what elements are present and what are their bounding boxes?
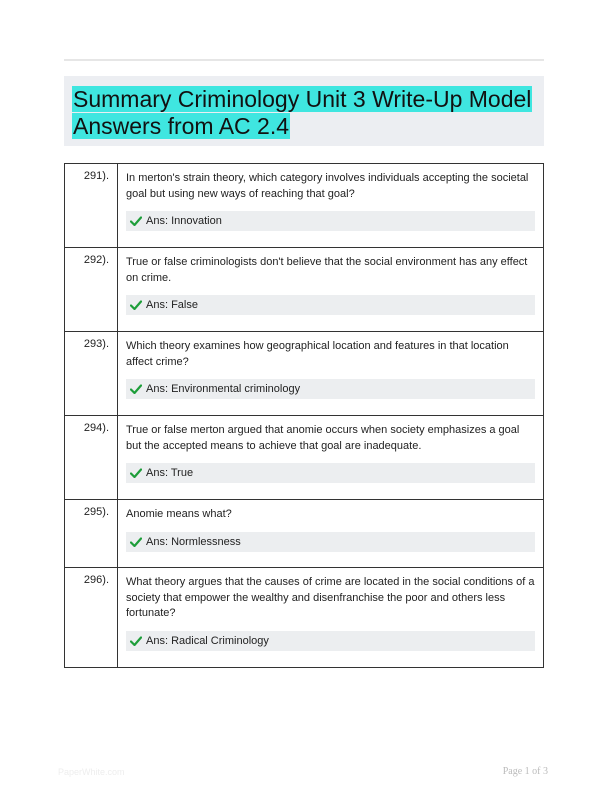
- question-cell: [118, 164, 544, 248]
- checkmark-icon: [130, 300, 142, 310]
- question-number: 293).: [65, 332, 118, 416]
- answer-text: Ans: Innovation: [146, 215, 222, 227]
- question-text: True or false merton argued that anomie occurs when society emphasizes a goal but the accepted means to achieve that goal are inadequate.: [126, 424, 520, 452]
- question-text: True or false criminologists don't believe that the social environment has any effect on crime.: [126, 256, 528, 284]
- table-row: [65, 500, 544, 568]
- question-cell: [118, 248, 544, 332]
- answer-box: [126, 631, 535, 651]
- answer-box: [126, 295, 535, 315]
- checkmark-icon: [130, 537, 142, 547]
- question-text: Which theory examines how geographical location and features in that location affect crime?: [126, 340, 509, 368]
- question-cell: [118, 568, 544, 668]
- answer-box: [126, 211, 535, 231]
- answer-text: Ans: Environmental criminology: [146, 383, 301, 395]
- checkmark-icon: [130, 468, 142, 478]
- document-title: Summary Criminology Unit 3 Write-Up Model Answers from AC 2.4: [73, 86, 532, 139]
- question-cell: [118, 416, 544, 500]
- answer-box: [126, 379, 535, 399]
- checkmark-icon: [130, 384, 142, 394]
- question-number: 295).: [65, 500, 118, 568]
- question-text: In merton's strain theory, which category involves individuals accepting the societal goal but using new ways of reaching that goal?: [126, 172, 529, 200]
- answer-text: Ans: False: [146, 299, 198, 311]
- question-cell: [118, 500, 544, 568]
- page-number: Page 1 of 3: [502, 766, 548, 777]
- question-number: 294).: [65, 416, 118, 500]
- answer-box: [126, 532, 535, 552]
- question-text: What theory argues that the causes of crime are located in the social conditions of a society that empower the wealthy and disenfranchise the poor and others less fortunate?: [126, 576, 535, 619]
- checkmark-icon: [130, 636, 142, 646]
- table-row: [65, 568, 544, 668]
- answer-text: Ans: Radical Criminology: [146, 634, 269, 647]
- table-row: [65, 416, 544, 500]
- question-cell: [118, 332, 544, 416]
- question-number: 292).: [65, 248, 118, 332]
- top-divider: [64, 59, 544, 61]
- qa-table: [64, 163, 544, 668]
- question-number: 296).: [65, 568, 118, 668]
- title-banner: [64, 76, 544, 146]
- answer-text: Ans: True: [146, 467, 194, 479]
- footer-watermark: PaperWhite.com: [58, 767, 125, 777]
- checkmark-icon: [130, 216, 142, 226]
- table-row: [65, 332, 544, 416]
- answer-text: Ans: Normlessness: [146, 535, 241, 548]
- question-number: 291).: [65, 164, 118, 248]
- table-row: [65, 164, 544, 248]
- answer-box: [126, 463, 535, 483]
- question-text: Anomie means what?: [126, 508, 232, 520]
- table-row: [65, 248, 544, 332]
